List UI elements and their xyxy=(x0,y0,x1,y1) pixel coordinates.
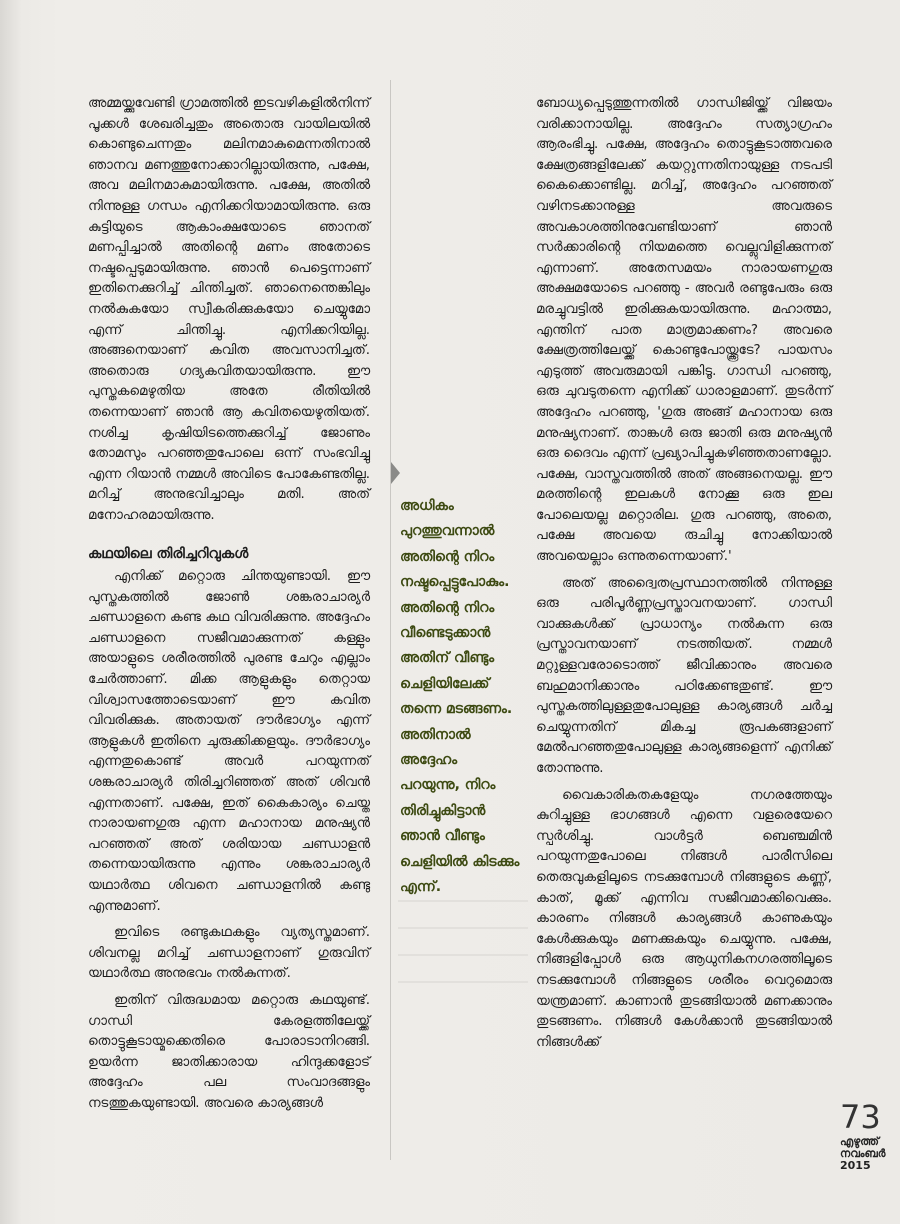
issue-year: 2015 xyxy=(840,1159,871,1172)
left-paragraph-1: അമ്മയ്ക്കുവേണ്ടി ഗ്രാമത്തിൽ ഇടവഴികളിൽനിന്ന് പൂക്കൾ ശേഖരിച്ചതും അതൊരു വായിലയിൽ കൊണ്ടുചെന്നതും മലിനമാകുമെന്നതിനാൽ ഞാനവ മണത്തുനോക്കാറില്ലായിരുന്നു, പക്ഷേ, അവ മലിനമാകുമായിരുന്നു. പക്ഷേ, അതിൽ നിന്നുള്ള ഗന്ധം എനിക്കറിയാമായിരുന്നു. ഒരു കുട്ടിയുടെ ആകാംക്ഷയോടെ ഞാനത് മണപ്പിച്ചാൽ അതിന്റെ മണം അതോടെ നഷ്ടപ്പെടുമായിരുന്നു. ഞാൻ പെട്ടെന്നാണ് ഇതിനെക്കുറിച്ച് ചിന്തിച്ചത്. ഞാനെന്തെങ്കിലും നൽകുകയോ സ്വീകരിക്കുകയോ ചെയ്യുമോ എന്ന് ചിന്തിച്ചു. എനിക്കറിയില്ല. അങ്ങനെയാണ് കവിത അവസാനിച്ചത്. അതൊരു ഗദ്യകവിതയായിരുന്നു. ഈ പുസ്തകമെഴുതിയ അതേ രീതിയിൽ തന്നെയാണ് ഞാൻ ആ കവിതയെഴുതിയത്. നശിച്ച കൃഷിയിടത്തെക്കുറിച്ച് ജോണും തോമസും പറഞ്ഞതുപോലെ ഒന്ന് സംഭവിച്ചു എന്ന റിയാൻ നമ്മൾ അവിടെ പോകേണ്ടതില്ല. മറിച്ച് അനുഭവിച്ചാലും മതി. അത് മനോഹരമായിരുന്നു. xyxy=(88,96,370,523)
magazine-footer xyxy=(840,1136,896,1172)
pullquote-arrow-icon xyxy=(391,462,400,484)
page-number: 73 xyxy=(840,1098,881,1136)
right-column xyxy=(536,94,832,1059)
left-paragraph-4: ഇതിന് വിരുദ്ധമായ മറ്റൊരു കഥയുണ്ട്. ഗാന്ധി കേരളത്തിലേയ്ക്ക് തൊട്ടുകൂടായ്മക്കെതിരെ പോരാടാനിറങ്ങി. ഉയർന്ന ജാതിക്കാരായ ഹിന്ദുക്കളോട് അദ്ദേഹം പല സംവാദങ്ങളും നടത്തുകയുണ്ടായി. അവരെ കാര്യങ്ങൾ xyxy=(88,992,370,1111)
column-divider xyxy=(390,80,391,1160)
pull-quote: അധികം പുറത്തുവന്നാൽ അതിന്റെ നിറം നഷ്ടപ്പെട്ടുപോകും. അതിന്റെ നിറം വീണ്ടെടുക്കാൻ അതിന് വീണ്ടും ചെളിയിലേക്ക് തന്നെ മടങ്ങണം. അതിനാൽ അദ്ദേഹം പറയുന്നു, നിറം തിരിച്ചുകിട്ടാൻ ഞാൻ വീണ്ടും ചെളിയിൽ കിടക്കും എന്ന്. xyxy=(400,498,520,896)
right-paragraph-1: ബോധ്യപ്പെടുത്തുന്നതിൽ ഗാന്ധിജിയ്ക്ക് വിജയം വരിക്കാനായില്ല. അദ്ദേഹം സത്യാഗ്രഹം ആരംഭിച്ചു. പക്ഷേ, അദ്ദേഹം തൊട്ടുകൂടാത്തവരെ ക്ഷേത്രങ്ങളിലേക്ക് കയറ്റുന്നതിനായുള്ള നടപടി കൈക്കൊണ്ടില്ല. മറിച്ച്, അദ്ദേഹം പറഞ്ഞത് വഴിനടക്കാനുള്ള അവരുടെ അവകാശത്തിനുവേണ്ടിയാണ് ഞാൻ സർക്കാരിന്റെ നിയമത്തെ വെല്ലുവിളിക്കുന്നത് എന്നാണ്. അതേസമയം നാരായണഗുരു അക്ഷമയോടെ പറഞ്ഞു - അവർ രണ്ടുപേരും ഒരു മരച്ചുവട്ടിൽ ഇരിക്കുകയായിരുന്നു. മഹാത്മാ, എന്തിന് പാത മാത്രമാക്കണം? അവരെ ക്ഷേത്രത്തിലേയ്ക്ക് കൊണ്ടുപോയ്ക്കൂടേ? പായസം എടുത്ത് അവരുമായി പങ്കിടൂ. ഗാന്ധി പറഞ്ഞു, ഒരു ചുവടുതന്നെ എനിക്ക് ധാരാളമാണ്. തുടർന്ന് അദ്ദേഹം പറഞ്ഞു, 'ഗുരു അങ്ങ് മഹാനായ ഒരു മനുഷ്യനാണ്. താങ്കൾ ഒരു ജാതി ഒരു മനുഷ്യൻ ഒരു ദൈവം എന്ന് പ്രഖ്യാപിച്ചുകഴിഞ്ഞതാണല്ലോ. പക്ഷേ, വാസ്തവത്തിൽ അത് അങ്ങനെയല്ല. ഈ മരത്തിന്റെ ഇലകൾ നോക്കൂ ഒരു ഇല പോലെയല്ല മറ്റൊരില. ഗുരു പറഞ്ഞു, അതെ, പക്ഷേ അവയെ രുചിച്ചു നോക്കിയാൽ അവയെല്ലാം ഒന്നുതന്നെയാണ്.' xyxy=(536,96,832,565)
left-column xyxy=(88,94,370,1121)
faint-show-through xyxy=(398,900,528,1008)
section-subheading: കഥയിലെ തിരിച്ചറിവുകൾ xyxy=(88,546,249,563)
right-paragraph-2: അത് അദ്വൈതപ്രസ്ഥാനത്തിൽ നിന്നുള്ള ഒരു പരിപൂർണ്ണപ്രസ്താവനയാണ്. ഗാന്ധി വാക്കുകൾക്ക് പ്രാധാന്യം നൽകുന്ന ഒരു പ്രസ്താവനയാണ് നടത്തിയത്. നമ്മൾ മറ്റുള്ളവരോടൊത്ത് ജീവിക്കാനും അവരെ ബഹുമാനിക്കാനും പഠിക്കേണ്ടതുണ്ട്. ഈ പുസ്തകത്തിലുള്ളതുപോലുള്ള കാര്യങ്ങൾ ചർച്ച ചെയ്യുന്നതിന് മികച്ച രൂപകങ്ങളാണ് മേൽപറഞ്ഞതുപോലുള്ള കാര്യങ്ങളെന്ന് എനിക്ക് തോന്നുന്നു. xyxy=(536,575,832,776)
magazine-name: എഴുത്ത് xyxy=(840,1135,879,1148)
right-paragraph-3: വൈകാരികതകളേയും നഗരത്തേയും കുറിച്ചുള്ള ഭാഗങ്ങൾ എന്നെ വളരെയേറെ സ്പർശിച്ചു. വാൾട്ടർ ബെഞ്ചമിൻ പറയുന്നതുപോലെ നിങ്ങൾ പാരീസിലെ തെരുവുകളിലൂടെ നടക്കുമ്പോൾ നിങ്ങളുടെ കണ്ണ്, കാത്, മൂക്ക് എന്നിവ സജീവമാക്കിവെക്കും. കാരണം നിങ്ങൾ കാര്യങ്ങൾ കാണുകയും കേൾക്കുകയും മണക്കുകയും ചെയ്യുന്നു. പക്ഷേ, നിങ്ങളിപ്പോൾ ഒരു ആധുനികനഗരത്തിലൂടെ നടക്കുമ്പോൾ നിങ്ങളുടെ ശരീരം വെറുമൊരു യന്ത്രമാണ്. കാണാൻ തുടങ്ങിയാൽ മണക്കാനും തുടങ്ങണം. നിങ്ങൾ കേൾക്കാൻ തുടങ്ങിയാൽ നിങ്ങൾക്ക് xyxy=(536,787,832,1050)
issue-month: നവംബർ xyxy=(840,1147,886,1160)
left-paragraph-3: ഇവിടെ രണ്ടുകഥകളും വ്യത്യസ്തമാണ്. ശിവനല്ല മറിച്ച് ചണ്ഡാളനാണ് ഗുരുവിന് യഥാർത്ഥ അനുഭവം നൽകുന്നത്. xyxy=(88,925,370,982)
left-paragraph-2: എനിക്ക് മറ്റൊരു ചിന്തയുണ്ടായി. ഈ പുസ്തകത്തിൽ ജോൺ ശങ്കരാചാര്യർ ചണ്ഡാളനെ കണ്ട കഥ വിവരിക്കുന്നു. അദ്ദേഹം ചണ്ഡാളനെ സജീവമാക്കുന്നത് കള്ളും അയാളുടെ ശരീരത്തിൽ പുരണ്ട ചേറും എല്ലാം ചേർത്താണ്. മിക്ക ആളുകളും തെറ്റായ വിശ്വാസത്തോടെയാണ് ഈ കവിത വിവരിക്കുക. അതായത് ദൗർഭാഗ്യം എന്ന് ആളുകൾ ഇതിനെ ചുരുക്കിക്കളയും. ദൗർഭാഗ്യം എന്നതുകൊണ്ട് അവർ പറയുന്നത് ശങ്കരാചാര്യർ തിരിച്ചറിഞ്ഞത് അത് ശിവൻ എന്നതാണ്. പക്ഷേ, ഇത് കൈകാര്യം ചെയ്ത നാരായണഗുരു എന്ന മഹാനായ മനുഷ്യൻ പറഞ്ഞത് അത് ശരിയായ ചണ്ഡാളൻ തന്നെയായിരുന്നു എന്നും ശങ്കരാചാര്യർ യഥാർത്ഥ ശിവനെ ചണ്ഡാളനിൽ കണ്ടു എന്നുമാണ്. xyxy=(88,569,370,914)
